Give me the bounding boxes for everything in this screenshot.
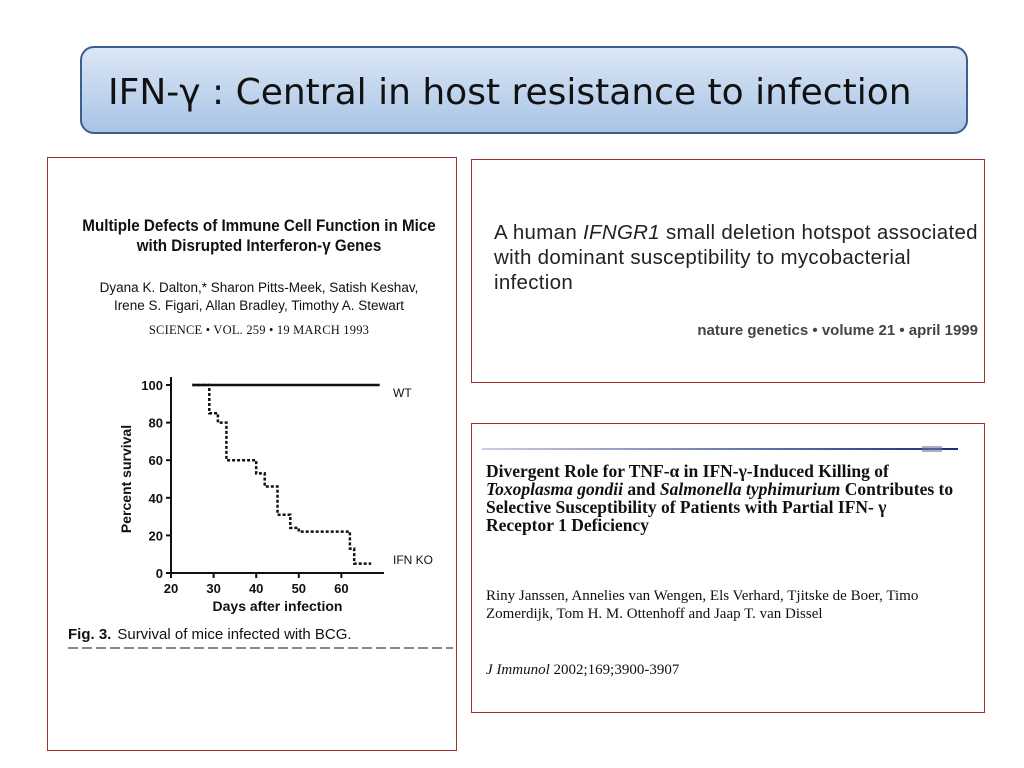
paper2-title-gene: IFNGR1 xyxy=(583,221,660,244)
figure-caption-text: Survival of mice infected with BCG. xyxy=(117,626,352,643)
paper1-authors-line1: Dyana K. Dalton,* Sharon Pitts-Meek, Satish Keshav, xyxy=(99,280,419,295)
paper1-journal: SCIENCE • VOL. 259 • 19 MARCH 1993 xyxy=(148,323,370,337)
figure-caption-cutoff xyxy=(68,646,453,650)
paper3-title-and: and xyxy=(622,479,660,499)
x-axis-label: Days after infection xyxy=(212,598,343,614)
series-label-wt: WT xyxy=(393,386,412,400)
paper1-authors-line2: Irene S. Figari, Allan Bradley, Timothy A. Stewart xyxy=(113,298,405,313)
y-tick-label: 100 xyxy=(141,378,163,393)
x-tick-label: 60 xyxy=(334,581,349,596)
paper3-title xyxy=(486,462,956,534)
y-axis-label: Percent survival xyxy=(118,424,134,534)
series-label-ko: IFN KO xyxy=(393,553,434,567)
paper3-title-part1: Divergent Role for TNF-α in IFN-γ-Induced Killing of xyxy=(486,461,889,481)
paper2-title-part1: A human xyxy=(494,221,584,244)
header-rule-mark xyxy=(922,446,942,452)
paper3-journal-name: J Immunol xyxy=(486,662,550,678)
paper-panel-nature-genetics xyxy=(471,159,985,383)
paper1-title-line1: Multiple Defects of Immune Cell Function in Mice xyxy=(82,217,436,235)
paper2-title-part2: small deletion hotspot associated with dominant susceptibility to mycobacterial infection xyxy=(494,221,978,294)
y-tick-label: 0 xyxy=(155,566,163,581)
chart-series xyxy=(192,385,379,564)
paper3-journal xyxy=(486,662,956,679)
paper3-title-part2: Contributes to Selective Susceptibility of Patients with Partial IFN- γ Receptor 1 Deficiency xyxy=(486,479,954,535)
y-tick-label: 80 xyxy=(148,415,163,431)
y-tick-label: 20 xyxy=(148,528,163,544)
paper3-title-species2: Salmonella typhimurium xyxy=(659,479,841,499)
slide-title: IFN-γ : Central in host resistance to infection xyxy=(108,72,912,113)
paper-panel-science xyxy=(47,157,457,751)
chart-axes xyxy=(118,377,384,614)
paper-panel-j-immunol xyxy=(471,423,985,713)
series-line-ifn-ko xyxy=(192,385,371,564)
x-tick-label: 20 xyxy=(163,581,179,596)
x-tick-label: 30 xyxy=(206,581,221,596)
paper3-authors: Riny Janssen, Annelies van Wengen, Els Verhard, Tjitske de Boer, Timo Zomerdijk, Tom H. M. Ottenhoff and Jaap T. van Dissel xyxy=(486,588,919,622)
paper1-title-line2: with Disrupted Interferon-γ Genes xyxy=(136,237,382,255)
paper3-title-species1: Toxoplasma gondii xyxy=(486,479,623,499)
figure-caption xyxy=(68,626,458,643)
x-tick-label: 40 xyxy=(248,581,264,596)
slide-title-box xyxy=(80,46,968,134)
header-rule xyxy=(482,448,958,450)
paper2-title xyxy=(494,220,979,295)
x-tick-label: 50 xyxy=(291,581,307,596)
paper2-journal: nature genetics • volume 21 • april 1999 xyxy=(697,322,978,339)
y-tick-label: 40 xyxy=(148,490,163,506)
y-tick-label: 60 xyxy=(148,453,163,469)
figure-label: Fig. 3. xyxy=(68,626,112,643)
paper3-journal-rest: 2002;169;3900-3907 xyxy=(549,662,680,678)
